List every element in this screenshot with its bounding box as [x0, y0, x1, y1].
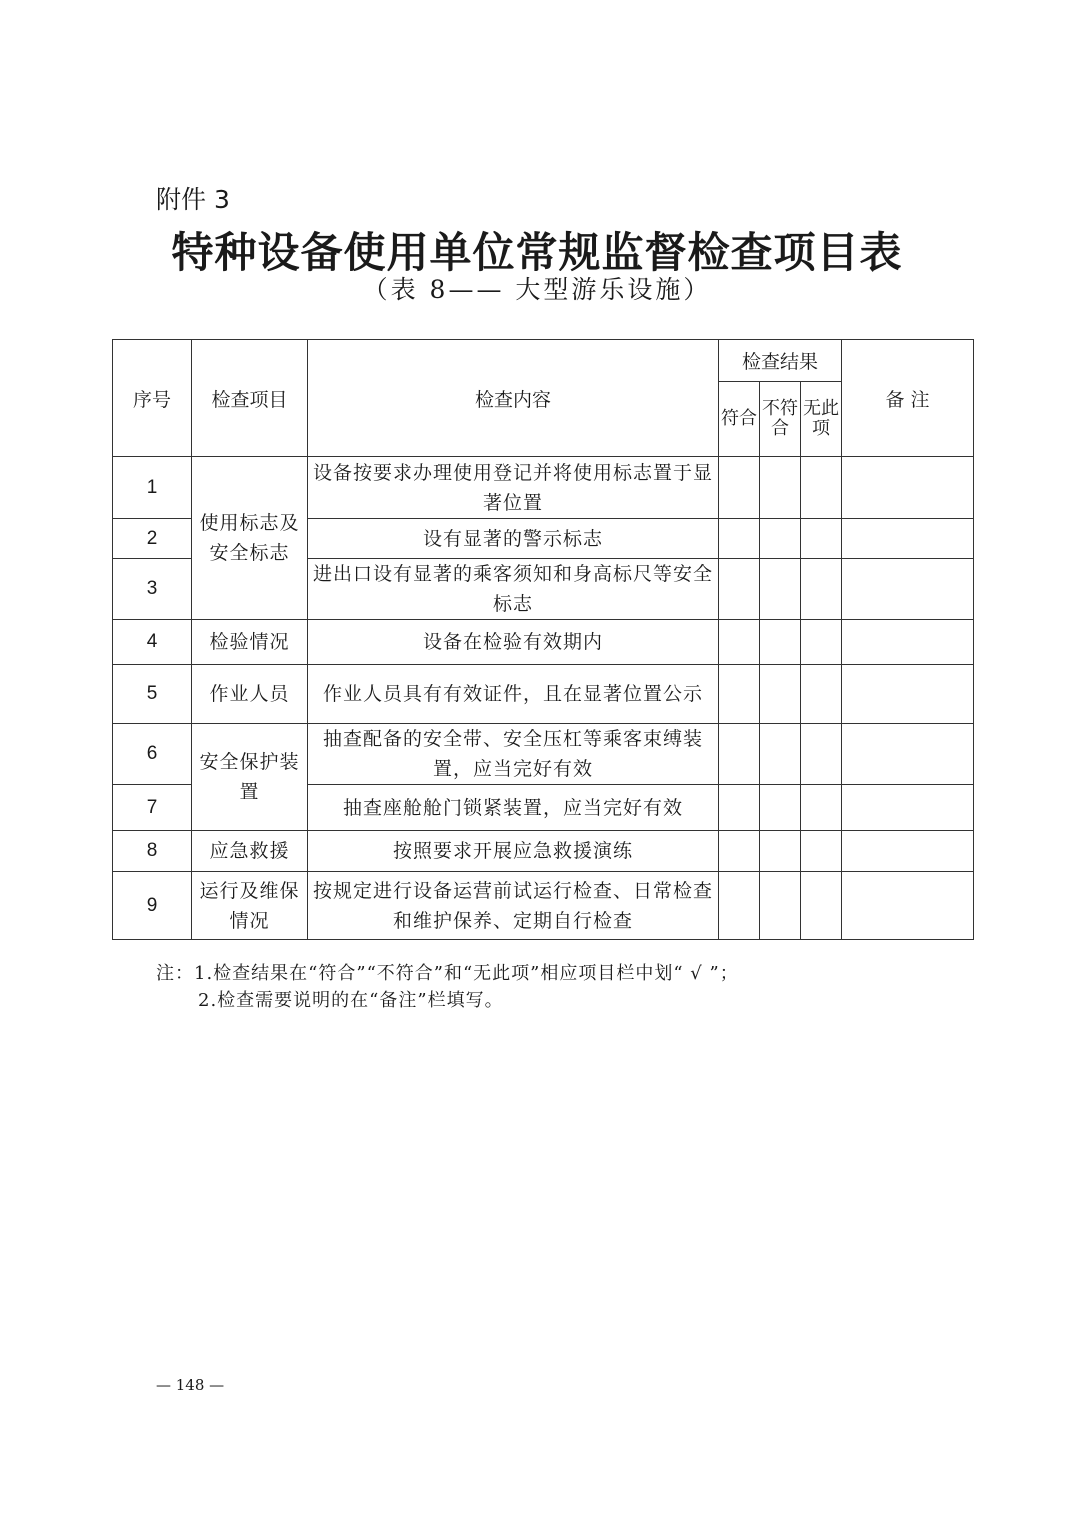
conform-cell[interactable]	[719, 785, 760, 831]
row-item: 作业人员	[192, 665, 308, 724]
na-cell[interactable]	[801, 665, 842, 724]
na-cell[interactable]	[801, 724, 842, 785]
page-number: — 148 —	[156, 1376, 225, 1394]
remark-cell[interactable]	[842, 519, 974, 559]
na-cell[interactable]	[801, 519, 842, 559]
remark-cell[interactable]	[842, 872, 974, 940]
na-cell[interactable]	[801, 831, 842, 872]
table-row	[113, 457, 974, 519]
table-row	[113, 872, 974, 940]
row-content: 抽查座舱舱门锁紧装置，应当完好有效	[308, 785, 719, 831]
header-content: 检查内容	[308, 340, 719, 457]
row-no: 3	[113, 559, 192, 620]
row-item: 检验情况	[192, 620, 308, 665]
row-item: 安全保护装置	[192, 724, 308, 831]
header-no: 序号	[113, 340, 192, 457]
nonconform-cell[interactable]	[760, 724, 801, 785]
row-no: 1	[113, 457, 192, 519]
remark-cell[interactable]	[842, 665, 974, 724]
row-no: 7	[113, 785, 192, 831]
row-content: 抽查配备的安全带、安全压杠等乘客束缚装置，应当完好有效	[308, 724, 719, 785]
remark-cell[interactable]	[842, 831, 974, 872]
row-content: 设有显著的警示标志	[308, 519, 719, 559]
header-na	[801, 382, 842, 457]
row-content: 按规定进行设备运营前试运行检查、日常检查和维护保养、定期自行检查	[308, 872, 719, 940]
conform-cell[interactable]	[719, 831, 760, 872]
header-conform-text: 符合	[721, 408, 757, 429]
row-content: 按照要求开展应急救援演练	[308, 831, 719, 872]
row-item: 使用标志及安全标志	[192, 457, 308, 620]
row-content: 设备在检验有效期内	[308, 620, 719, 665]
na-cell[interactable]	[801, 559, 842, 620]
row-no: 8	[113, 831, 192, 872]
conform-cell[interactable]	[719, 519, 760, 559]
header-conform	[719, 382, 760, 457]
header-item: 检查项目	[192, 340, 308, 457]
note-line-1: 注：1.检查结果在“符合”“不符合”和“无此项”相应项目栏中划“ √ ”；	[156, 963, 739, 984]
nonconform-cell[interactable]	[760, 457, 801, 519]
na-cell[interactable]	[801, 457, 842, 519]
conform-cell[interactable]	[719, 724, 760, 785]
nonconform-cell[interactable]	[760, 665, 801, 724]
attachment-label: 附件 3	[156, 185, 230, 214]
notes	[156, 960, 739, 1014]
conform-cell[interactable]	[719, 559, 760, 620]
table-row	[113, 724, 974, 785]
nonconform-cell[interactable]	[760, 785, 801, 831]
note-line-2: 2.检查需要说明的在“备注”栏填写。	[198, 990, 504, 1011]
remark-cell[interactable]	[842, 559, 974, 620]
na-cell[interactable]	[801, 872, 842, 940]
nonconform-cell[interactable]	[760, 559, 801, 620]
remark-cell[interactable]	[842, 785, 974, 831]
row-no: 9	[113, 872, 192, 940]
nonconform-cell[interactable]	[760, 831, 801, 872]
row-content: 作业人员具有有效证件，且在显著位置公示	[308, 665, 719, 724]
header-nonconform	[760, 382, 801, 457]
header-remark: 备 注	[842, 340, 974, 457]
remark-cell[interactable]	[842, 724, 974, 785]
conform-cell[interactable]	[719, 665, 760, 724]
row-no: 2	[113, 519, 192, 559]
row-no: 4	[113, 620, 192, 665]
row-no: 6	[113, 724, 192, 785]
row-item: 运行及维保情况	[192, 872, 308, 940]
document-title: 特种设备使用单位常规监督检查项目表	[171, 228, 903, 277]
header-nonconform-text: 不符合	[762, 398, 798, 439]
nonconform-cell[interactable]	[760, 620, 801, 665]
row-item: 应急救援	[192, 831, 308, 872]
conform-cell[interactable]	[719, 620, 760, 665]
nonconform-cell[interactable]	[760, 872, 801, 940]
remark-cell[interactable]	[842, 457, 974, 519]
nonconform-cell[interactable]	[760, 519, 801, 559]
conform-cell[interactable]	[719, 457, 760, 519]
row-content: 进出口设有显著的乘客须知和身高标尺等安全标志	[308, 559, 719, 620]
inspection-table	[112, 339, 974, 940]
na-cell[interactable]	[801, 620, 842, 665]
conform-cell[interactable]	[719, 872, 760, 940]
document-subtitle: （表 8—— 大型游乐设施）	[362, 275, 712, 304]
table-row	[113, 665, 974, 724]
row-content: 设备按要求办理使用登记并将使用标志置于显著位置	[308, 457, 719, 519]
header-result: 检查结果	[719, 340, 842, 382]
na-cell[interactable]	[801, 785, 842, 831]
table-row	[113, 831, 974, 872]
table-row	[113, 620, 974, 665]
remark-cell[interactable]	[842, 620, 974, 665]
header-na-text: 无此项	[803, 398, 839, 439]
row-no: 5	[113, 665, 192, 724]
